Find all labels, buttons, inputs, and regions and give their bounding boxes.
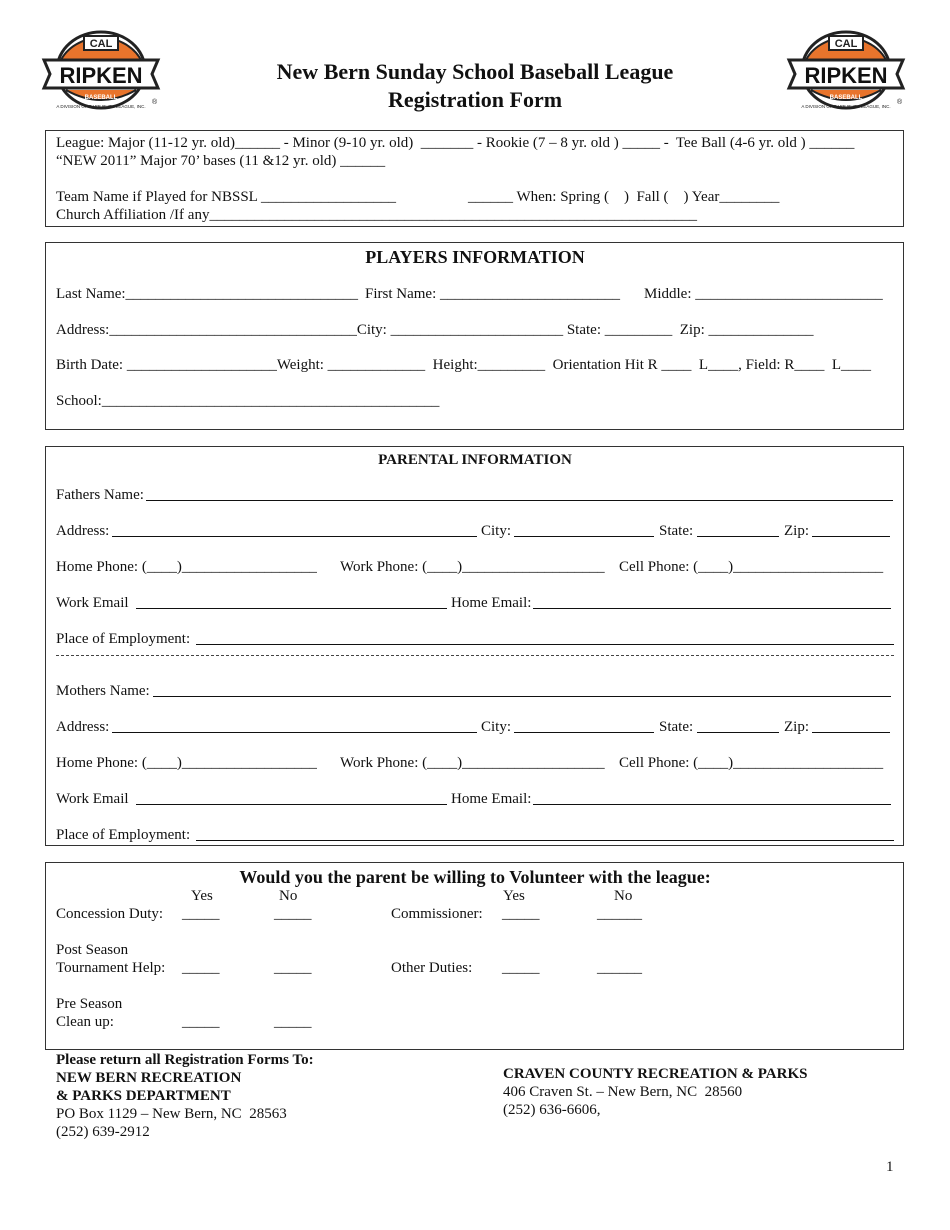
father-city-line[interactable]: [514, 536, 654, 537]
team-name-field[interactable]: Team Name if Played for NBSSL __________________: [56, 189, 397, 205]
mother-state-line[interactable]: [697, 732, 779, 733]
father-cell-phone-field[interactable]: Cell Phone: (____)____________________: [619, 559, 884, 575]
other-duties-no-blank[interactable]: ______: [597, 960, 642, 976]
logo-registered-mark: ®: [152, 99, 158, 106]
father-home-email-label: Home Email:: [451, 595, 532, 611]
mother-state-label: State:: [659, 719, 694, 735]
concession-duty-label: Concession Duty:: [56, 906, 164, 922]
mother-cell-phone-field[interactable]: Cell Phone: (____)____________________: [619, 755, 884, 771]
page-subtitle: Registration Form: [387, 87, 563, 112]
pre-season-yes-blank[interactable]: _____: [182, 1014, 220, 1030]
season-year-field[interactable]: ______ When: Spring ( ) Fall ( ) Year________: [468, 189, 780, 205]
no-header-left: No: [279, 888, 298, 904]
birth-date-line[interactable]: Birth Date: ____________________Weight: _____________ Height:_________ Orientation Hit R ____ L____, Field: R____ L____: [56, 357, 871, 373]
parent-separator: [56, 655, 894, 656]
mother-work-email-line[interactable]: [136, 804, 447, 805]
craven-county-phone: (252) 636-6606,: [503, 1102, 601, 1118]
church-affiliation-field[interactable]: Church Affiliation /If any_________________________________________________________________: [56, 207, 697, 223]
father-home-email-line[interactable]: [533, 608, 891, 609]
concession-no-blank[interactable]: _____: [274, 906, 312, 922]
player-address-line[interactable]: Address:_________________________________City: _______________________ State: _________ Zip: ______________: [56, 322, 814, 338]
father-name-label: Fathers Name:: [56, 487, 144, 503]
father-zip-label: Zip:: [784, 523, 809, 539]
post-season-label-2: Tournament Help:: [56, 960, 166, 976]
yes-header-right: Yes: [503, 888, 525, 904]
league-major70-line[interactable]: “NEW 2011” Major 70’ bases (11 &12 yr. old) ______: [56, 153, 386, 169]
pre-season-label-2: Clean up:: [56, 1014, 114, 1030]
father-work-email-label: Work Email: [56, 595, 129, 611]
commissioner-no-blank[interactable]: ______: [597, 906, 642, 922]
craven-county-name: CRAVEN COUNTY RECREATION & PARKS: [503, 1066, 808, 1082]
mother-city-line[interactable]: [514, 732, 654, 733]
volunteer-section: [45, 862, 904, 1050]
mother-address-label: Address:: [56, 719, 110, 735]
father-state-label: State:: [659, 523, 694, 539]
league-division-line[interactable]: League: Major (11-12 yr. old)______ - Minor (9-10 yr. old) _______ - Rookie (7 – 8 yr. old ) _____ - Tee Ball (4-6 yr. old ) ______: [56, 135, 855, 151]
mother-employment-line[interactable]: [196, 840, 894, 841]
mother-home-phone-field[interactable]: Home Phone: (____)__________________: [56, 755, 317, 771]
post-season-yes-blank[interactable]: _____: [182, 960, 220, 976]
page-number: 1: [886, 1159, 894, 1175]
craven-county-address: 406 Craven St. – New Bern, NC 28560: [503, 1084, 743, 1100]
father-employment-line[interactable]: [196, 644, 894, 645]
new-bern-rec-address: PO Box 1129 – New Bern, NC 28563: [56, 1106, 287, 1122]
other-duties-label: Other Duties:: [391, 960, 473, 976]
first-name-field[interactable]: First Name: ________________________: [365, 286, 620, 302]
new-bern-rec-name-1: NEW BERN RECREATION: [56, 1070, 242, 1086]
father-address-line[interactable]: [112, 536, 477, 537]
last-name-field[interactable]: Last Name:_______________________________: [56, 286, 359, 302]
mother-city-label: City:: [481, 719, 512, 735]
logo-ripken-text: RIPKEN: [59, 63, 143, 88]
father-work-phone-field[interactable]: Work Phone: (____)___________________: [340, 559, 605, 575]
father-zip-line[interactable]: [812, 536, 890, 537]
post-season-no-blank[interactable]: _____: [274, 960, 312, 976]
mother-zip-line[interactable]: [812, 732, 890, 733]
school-field[interactable]: School:_____________________________________________: [56, 393, 440, 409]
players-heading: PLAYERS INFORMATION: [365, 247, 585, 267]
father-employment-label: Place of Employment:: [56, 631, 191, 647]
logo-ring-text: A DIVISION OF BABE RUTH LEAGUE, INC.: [801, 104, 891, 109]
logo-ring-text: A DIVISION OF BABE RUTH LEAGUE, INC.: [56, 104, 146, 109]
logo-baseball-text: BASEBALL: [829, 95, 863, 101]
mother-name-line[interactable]: [153, 696, 891, 697]
mother-work-email-label: Work Email: [56, 791, 129, 807]
volunteer-heading: Would you the parent be willing to Volunteer with the league:: [239, 867, 711, 887]
father-state-line[interactable]: [697, 536, 779, 537]
mother-address-line[interactable]: [112, 732, 477, 733]
mother-home-email-label: Home Email:: [451, 791, 532, 807]
mother-zip-label: Zip:: [784, 719, 809, 735]
mother-home-email-line[interactable]: [533, 804, 891, 805]
father-address-label: Address:: [56, 523, 110, 539]
yes-header-left: Yes: [191, 888, 213, 904]
mother-name-label: Mothers Name:: [56, 683, 150, 699]
no-header-right: No: [614, 888, 633, 904]
logo-ripken-text: RIPKEN: [804, 63, 888, 88]
pre-season-no-blank[interactable]: _____: [274, 1014, 312, 1030]
page-title: New Bern Sunday School Baseball League: [276, 59, 674, 84]
other-duties-yes-blank[interactable]: _____: [502, 960, 540, 976]
logo-cal-text: CAL: [89, 38, 113, 50]
concession-yes-blank[interactable]: _____: [182, 906, 220, 922]
father-work-email-line[interactable]: [136, 608, 447, 609]
new-bern-rec-name-2: & PARKS DEPARTMENT: [56, 1088, 231, 1104]
middle-name-field[interactable]: Middle: _________________________: [644, 286, 883, 302]
pre-season-label-1: Pre Season: [56, 996, 123, 1012]
post-season-label-1: Post Season: [56, 942, 129, 958]
mother-work-phone-field[interactable]: Work Phone: (____)___________________: [340, 755, 605, 771]
logo-baseball-text: BASEBALL: [84, 95, 118, 101]
commissioner-label: Commissioner:: [391, 906, 483, 922]
parental-heading: PARENTAL INFORMATION: [378, 452, 572, 468]
new-bern-rec-phone: (252) 639-2912: [56, 1124, 150, 1140]
mother-employment-label: Place of Employment:: [56, 827, 191, 843]
logo-registered-mark: ®: [897, 99, 903, 106]
father-home-phone-field[interactable]: Home Phone: (____)__________________: [56, 559, 317, 575]
father-name-line[interactable]: [146, 500, 893, 501]
logo-cal-text: CAL: [834, 38, 858, 50]
father-city-label: City:: [481, 523, 512, 539]
commissioner-yes-blank[interactable]: _____: [502, 906, 540, 922]
return-forms-line: Please return all Registration Forms To:: [56, 1052, 314, 1068]
